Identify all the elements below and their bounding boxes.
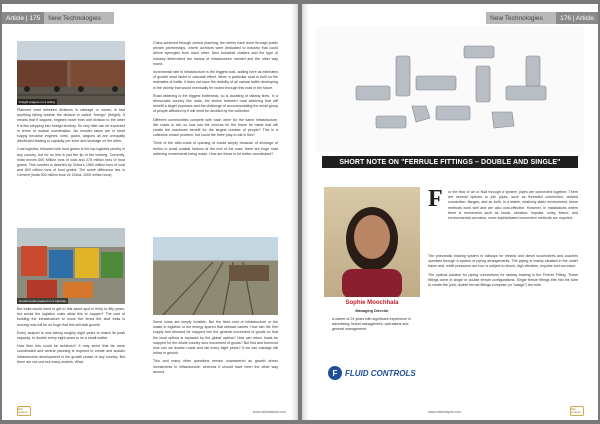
right-page: [302, 4, 598, 420]
left-header: [2, 12, 114, 24]
person-name: Sophie Moochhala: [345, 300, 399, 306]
paragraph: Planners exist between divisions in railways or zones, in fact anything falling outside the division is called "foreign" (freight). It means that if wagons, engines move from one division to the other it is like stepping into foreign territory. So very little can be expected in terms of mutual coordination. No wonder rakes are in short supply because engines, crew, guard, wagons all are unequally distributed leading to capacity per zone and shortage on the other.: [17, 108, 125, 144]
paragraph: Every seaport is now taking roughly eight years to match its peak capacity; to double every eight years is no a small matter.: [17, 330, 125, 341]
paragraph: Coal logistics, followed with food grains is the top logistics priority in any country, but for us this is just the tip of the iceberg. Currently, India moves 600 Million tons of coal and 275 million tons of food grains. This number is dwarfed by China's 1550 million tons of coal and 800 million tons of food grains. The same difference lies in Cement (India 300 million tons Vs China- 2000 million tons).: [17, 147, 125, 178]
right-footer-url: www.railanalysis.com: [428, 410, 462, 414]
paragraph: Some costs are simply invisible, like the fixed cost of infrastructure or the waste in logistics or the energy spared that railroad carries. How can the firm supply and demand be mapped into the general movement of goods so that the local optima is replaced by the global optima? How can return loads be mapped for the whole country who movement of goods? But first and foremost how can we double roads and rail every eight years? If we can manage will follow in growth.: [153, 320, 278, 356]
paragraph: Different communities compete with each other for the same infrastructure, like roads or rail, so how can the choices for the future be made that will create the maximum benefit for the largest number of people? This is a collective choice problem, but could the three play a role in this?: [153, 117, 278, 138]
paragraph: How then this could be achieved? It may seem that far more coordinated and central planning is required to create and sustain infrastructure development in the growth phase of any country. But there are not one but many models. What: [17, 344, 125, 364]
magazine-badge: Rail Analysis: [17, 406, 31, 416]
left-col1-top: [17, 108, 125, 224]
portrait-photo: [324, 187, 420, 297]
left-footer-url: www.railanalysis.com: [252, 410, 286, 414]
magazine-badge: Rail Analysis: [570, 406, 584, 416]
person-bio: A career of 24 years with significant experience in advertising, brand management, operations and general management.: [332, 317, 411, 332]
railway-yard-photo: [153, 237, 278, 315]
left-col2-bottom: [153, 320, 278, 410]
right-section-label: New Technologies: [486, 12, 556, 24]
article-headline: SHORT NOTE ON "FERRULE FITTINGS – DOUBLE AND SINGLE": [322, 156, 578, 168]
paragraph: Think of the after-costs of queuing of trucks simply because of shortage of berths in small coastal harbors at the end of the road: there are huge road widening investments being made. How are these to be better coordinated?: [153, 141, 278, 156]
paragraph: The optimal solution for piping connections for railway braking is the Ferrule Fitting. These fittings come in single or double ferrule configurations. Single ferrule fittings bite into the tube to create the joint; double ferrule fittings comprise (or "swage") the tube.: [428, 272, 578, 288]
paragraph: Incremental rate in infrastructure is the biggest cost, adding here as estimates of growth must factor in cascade effect. When a particular road is built on the estimates of traffic, it does not have the visibility of all natural traffic developing in the vicinity that would eventually be routed through this road in the future.: [153, 70, 278, 90]
left-col2-top: [153, 41, 278, 233]
logo-text: FLUID CONTROLS: [345, 368, 416, 378]
paragraph: The pneumatic braking system in railways for electric and diesel locomotives and coaches operates through a system of piping arrangements. The piping is mainly situated in the under frame and, while pressures are low, is subject to shock, high vibration, impulse and corrosion.: [428, 254, 578, 269]
fluid-controls-logo: [328, 366, 416, 380]
right-page-tag: 176 | Article: [556, 12, 598, 24]
trucks-photo: [17, 228, 125, 304]
right-body-intro: or the flow of air or fluid through a system, pipes are connected together. There are several options to join pipes, such as threaded connection, welded connection, flanges, and so forth. In a stable, relatively static environment, these methods work well and are also cost-effective. However, in installations where there is momentum such as shock, vibration, impulse, noisy, fixture, and environmental corrosion, more sophisticated connection methods are required.: [448, 190, 578, 221]
drop-cap: F: [428, 186, 443, 212]
paragraph: This and many other questions remain unanswered as growth drives investments in infrastructure, whereas it should have been the other way around.: [153, 359, 278, 374]
left-page: [2, 4, 298, 420]
photo1-caption: Freight wagons on a siding: [19, 100, 55, 104]
left-page-tag: Article | 175: [2, 12, 44, 24]
freight-wagons-photo: [17, 41, 125, 105]
right-body-rest: [428, 254, 578, 404]
ferrule-fittings-photo: [316, 26, 584, 152]
right-header: [486, 12, 598, 24]
photo2-caption: Goods trucks queued on a highway: [19, 299, 67, 303]
paragraph: China achieved through central planning, the others have done through public private partnerships, where corridors were dedicated to industry that could derive synergies from each other. New industrial clusters and the type of industry determined the means of infrastructure needed and the other way round.: [153, 41, 278, 66]
left-section-label: New Technologies: [44, 12, 114, 24]
logo-mark-icon: F: [328, 366, 342, 380]
person-title: Managing Director: [355, 309, 389, 313]
paragraph: But India would need to get to this same spot in thirty to fifty years, but would the logistics costs allow this to happen? The cost of building the infrastructure to move five times the stuff India is moving now will be so huge that this will stall growth.: [17, 307, 125, 327]
left-col1-bottom: [17, 307, 125, 407]
paragraph: Road widening is the biggest bottleneck, so is doubling of railway lines. In a democratic country like India, the choice between road widening that will benefit a larger populace and the challenge of accommodating the small group of people affected by it will need be decided by the collective.: [153, 93, 278, 114]
